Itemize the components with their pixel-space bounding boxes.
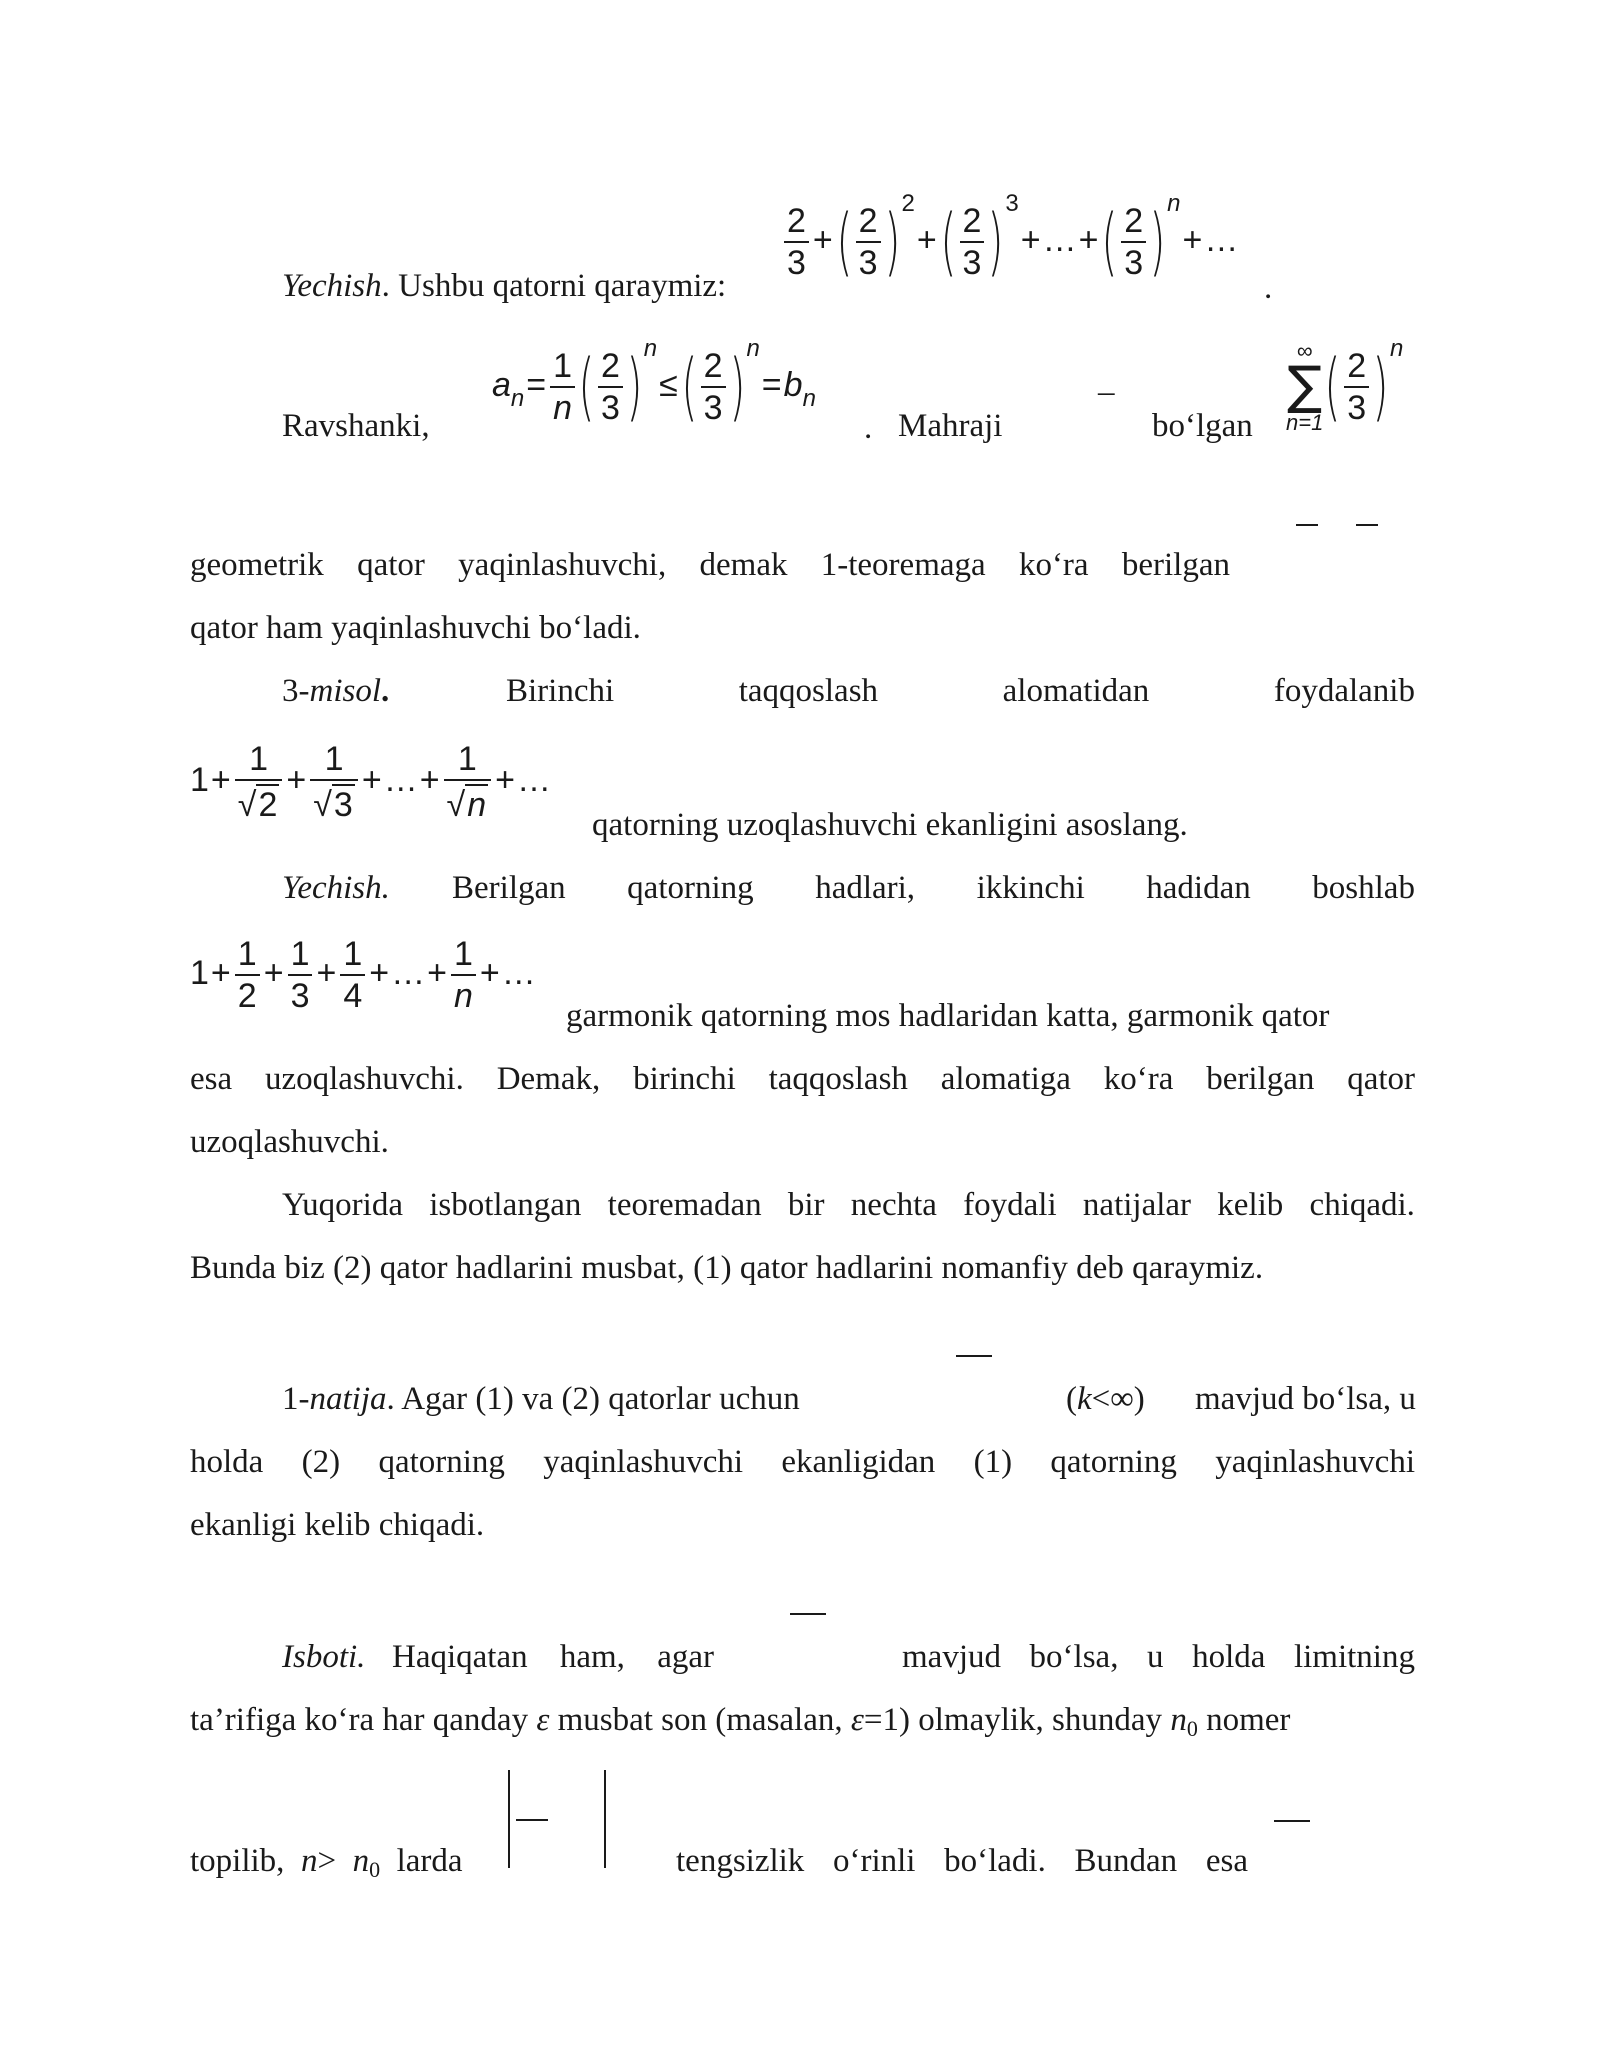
yechish-label: Yechish <box>282 268 382 304</box>
sqrt-series-formula: 1+ $\frac{1}{√2}$ + $\frac{1}{√3}$ +…+ $\frac{1}{√n}$ +… <box>190 740 551 824</box>
line-ekanligi: ekanligi kelib chiqadi. <box>190 1507 485 1543</box>
line-bunda: Bunda biz (2) qator hadlarini musbat, (1) qator hadlarini nomanfiy deb qaraymiz. <box>190 1250 1264 1286</box>
sum-formula: ∞ ∑ n=1 ( $\frac{2}{3}$ )$^n$ <box>1286 335 1404 435</box>
dash-mark <box>1356 524 1378 526</box>
fraction: $\frac{1}{n}$ <box>451 937 476 1013</box>
fraction: $\frac{2}{3}$ <box>960 204 985 280</box>
fraction: $\frac{2}{3}$ <box>1344 349 1369 425</box>
fraction: $\frac{2}{3}$ <box>701 349 726 425</box>
line-holda: holda (2) qatorning yaqinlashuvchi ekanligidan (1) qatorning yaqinlashuvchi <box>190 1444 1415 1480</box>
dash: – <box>1098 374 1115 410</box>
sigma: ∞ ∑ n=1 <box>1286 338 1324 435</box>
inequality-formula: $a_n=$ $\frac{1}{n}$ ( $\frac{2}{3}$ )$^n$≤( $\frac{2}{3}$ )$^n=b_n$ <box>492 335 816 431</box>
isboti-label: Isboti. <box>282 1639 366 1675</box>
line-uzoqlashuvchi: uzoqlashuvchi. <box>190 1124 389 1160</box>
natija-label: 1-natija. Agar (1) va (2) qatorlar uchun <box>282 1381 800 1417</box>
harmonic-series-formula: 1+ $\frac{1}{2}$ + $\frac{1}{3}$ + $\frac{1}{4}$ +…+ $\frac{1}{n}$ +… <box>190 935 536 1015</box>
line-esa-uzoq: esa uzoqlashuvchi. Demak, birinchi taqqoslash alomatiga ko‘ra berilgan qator <box>190 1061 1415 1097</box>
dash-mark <box>956 1355 992 1357</box>
line-yuqorida: Yuqorida isbotlangan teoremadan bir nechta foydali natijalar kelib chiqadi. <box>282 1187 1415 1223</box>
dash-mark <box>516 1819 548 1821</box>
line-qator-ham: qator ham yaqinlashuvchi bo‘ladi. <box>190 610 641 646</box>
fraction: $\frac{2}{3}$ <box>784 204 809 280</box>
misol-after: qatorning uzoqlashuvchi ekanligini asoslang. <box>592 807 1188 843</box>
fraction: $\frac{1}{√n}$ <box>444 742 492 822</box>
line-isboti-b: mavjud bo‘lsa, u holda limitning <box>902 1639 1415 1675</box>
line-geometrik: geometrik qator yaqinlashuvchi, demak 1-teoremaga ko‘ra berilgan <box>190 547 1230 583</box>
line-misol-words: Birinchi taqqoslash alomatidan foydalanib <box>506 673 1415 709</box>
yechish2-after: garmonik qatorning mos hadlaridan katta, garmonik qator <box>566 998 1330 1034</box>
fraction: $\frac{1}{√2}$ <box>235 742 283 822</box>
fraction: $\frac{2}{3}$ <box>598 349 623 425</box>
line-yechish-intro <box>282 270 726 303</box>
fraction: $\frac{2}{3}$ <box>856 204 881 280</box>
period: . <box>1264 270 1273 306</box>
natija-after: mavjud bo‘lsa, u <box>1195 1381 1416 1417</box>
period: . <box>864 410 873 446</box>
yechish2-label: Yechish. <box>282 870 390 906</box>
fraction: $\frac{1}{2}$ <box>235 937 260 1013</box>
bolgan-text: bo‘lgan <box>1152 408 1253 444</box>
dash-mark <box>790 1613 826 1615</box>
fraction: $\frac{1}{4}$ <box>340 937 365 1013</box>
misol-label: 3-misol. <box>282 673 390 709</box>
geometric-series-formula: $\frac{2}{3}$ +( $\frac{2}{3}$ )$^2$+( $\frac{2}{3}$ )$^3$+…+( $\frac{2}{3}$ )$^n$+… <box>782 190 1238 280</box>
line-isboti-a: Haqiqatan ham, agar <box>392 1639 714 1675</box>
mahraji-text: Mahraji <box>898 408 1003 444</box>
intro-text: . Ushbu qatorni qaraymiz: <box>381 268 727 304</box>
dash-mark <box>1296 524 1318 526</box>
line-tarifiga: ta’rifiga ko‘ra har qanday ε musbat son (masalan, ε=1) olmaylik, shunday n0 nomer <box>190 1702 1291 1741</box>
natija-k: (k<∞) <box>1066 1381 1145 1417</box>
abs-bar-right <box>604 1770 606 1868</box>
fraction: $\frac{1}{√3}$ <box>310 742 358 822</box>
dash-mark <box>1274 1820 1310 1822</box>
fraction: $\frac{2}{3}$ <box>1121 204 1146 280</box>
fraction: $\frac{1}{3}$ <box>288 937 313 1013</box>
ravshanki-text: Ravshanki, <box>282 408 430 444</box>
fraction: $\frac{1}{n}$ <box>550 349 575 425</box>
line-topilib: topilib, n> n0 larda <box>190 1843 463 1882</box>
abs-bar-left <box>508 1770 510 1868</box>
line-yechish2-words: Berilgan qatorning hadlari, ikkinchi hadidan boshlab <box>452 870 1415 906</box>
line-tengsizlik: tengsizlik o‘rinli bo‘ladi. Bundan esa <box>676 1843 1248 1879</box>
